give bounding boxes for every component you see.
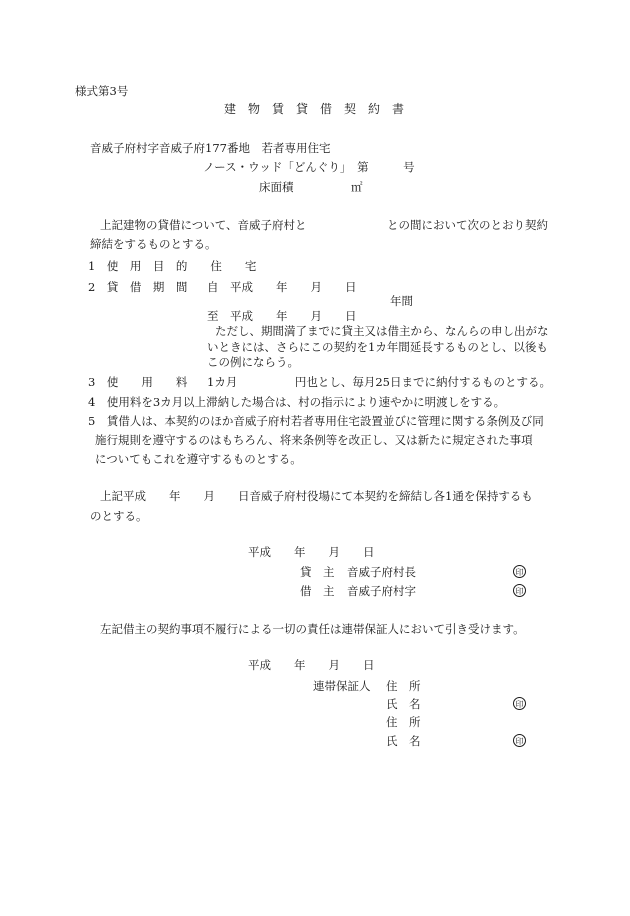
- form-number: 様式第3号: [75, 84, 129, 98]
- clause-5-line-1: 5 賃借人は、本契約のほか音威子府村若者専用住宅設置並びに管理に関する条例及び同: [88, 414, 544, 428]
- clause-2-note-2: いときには、さらにこの契約を1カ年間延長するものとし、以後も: [207, 340, 548, 354]
- closing-line-2: のとする。: [90, 509, 148, 523]
- seal-icon: 印: [513, 734, 526, 747]
- guarantor-1-name: 氏 名: [386, 697, 421, 711]
- seal-icon: 印: [513, 584, 526, 597]
- property-name: ノース・ウッド「どんぐり」 第 号: [203, 160, 415, 174]
- seal-icon: 印: [513, 697, 526, 710]
- clause-2-note-3: この例にならう。: [207, 355, 299, 369]
- clause-2-from: 自 平成 年 月 日: [207, 280, 357, 294]
- guarantor-2-name: 氏 名: [386, 734, 421, 748]
- lessor-role: 貸 主: [300, 565, 335, 579]
- property-address: 音威子府村字音威子府177番地 若者専用住宅: [90, 141, 331, 155]
- clause-5-line-2: 施行規則を遵守するのはもちろん、将来条例等を改正し、又は新たに規定された事項: [95, 433, 533, 447]
- lessee-name: 音威子府村字: [347, 584, 416, 598]
- guarantor-2-address: 住 所: [386, 715, 421, 729]
- guarantor-statement: 左記借主の契約事項不履行による一切の責任は連帯保証人において引き受けます。: [100, 622, 525, 636]
- clause-1: 1 使 用 目 的 住 宅: [88, 259, 257, 273]
- floor-area: 床面積 ㎡: [259, 180, 363, 194]
- clause-2-note-1: ただし、期間満了までに貸主又は借主から、なんらの申し出がな: [215, 324, 549, 338]
- clause-3-text: 1カ月 円也とし、毎月25日までに納付するものとする。: [207, 375, 551, 389]
- lessor-name: 音威子府村長: [347, 565, 416, 579]
- guarantor-1-address: 住 所: [386, 679, 421, 693]
- signature-date: 平成 年 月 日: [248, 545, 375, 559]
- clause-3-label: 3 使 用 料: [88, 375, 188, 389]
- clause-2-to: 至 平成 年 月 日: [207, 309, 357, 323]
- guarantor-date: 平成 年 月 日: [248, 658, 375, 672]
- lessee-role: 借 主: [300, 584, 335, 598]
- seal-icon: 印: [513, 565, 526, 578]
- intro-line-1: 上記建物の貸借について、音威子府村と との間において次のとおり契約: [100, 218, 549, 232]
- clause-4: 4 使用料を3カ月以上滞納した場合は、村の指示により速やかに明渡しをする。: [88, 395, 506, 409]
- document-title: 建 物 賃 貸 借 契 約 書: [224, 102, 405, 116]
- clause-2-label: 2 貸 借 期 間: [88, 280, 188, 294]
- closing-line-1: 上記平成 年 月 日音威子府村役場にて本契約を締結し各1通を保持するも: [100, 489, 533, 503]
- intro-line-2: 締結をするものとする。: [90, 237, 217, 251]
- clause-5-line-3: についてもこれを遵守するものとする。: [95, 452, 302, 466]
- clause-2-years: 年間: [390, 294, 413, 308]
- guarantor-label: 連帯保証人: [313, 679, 371, 693]
